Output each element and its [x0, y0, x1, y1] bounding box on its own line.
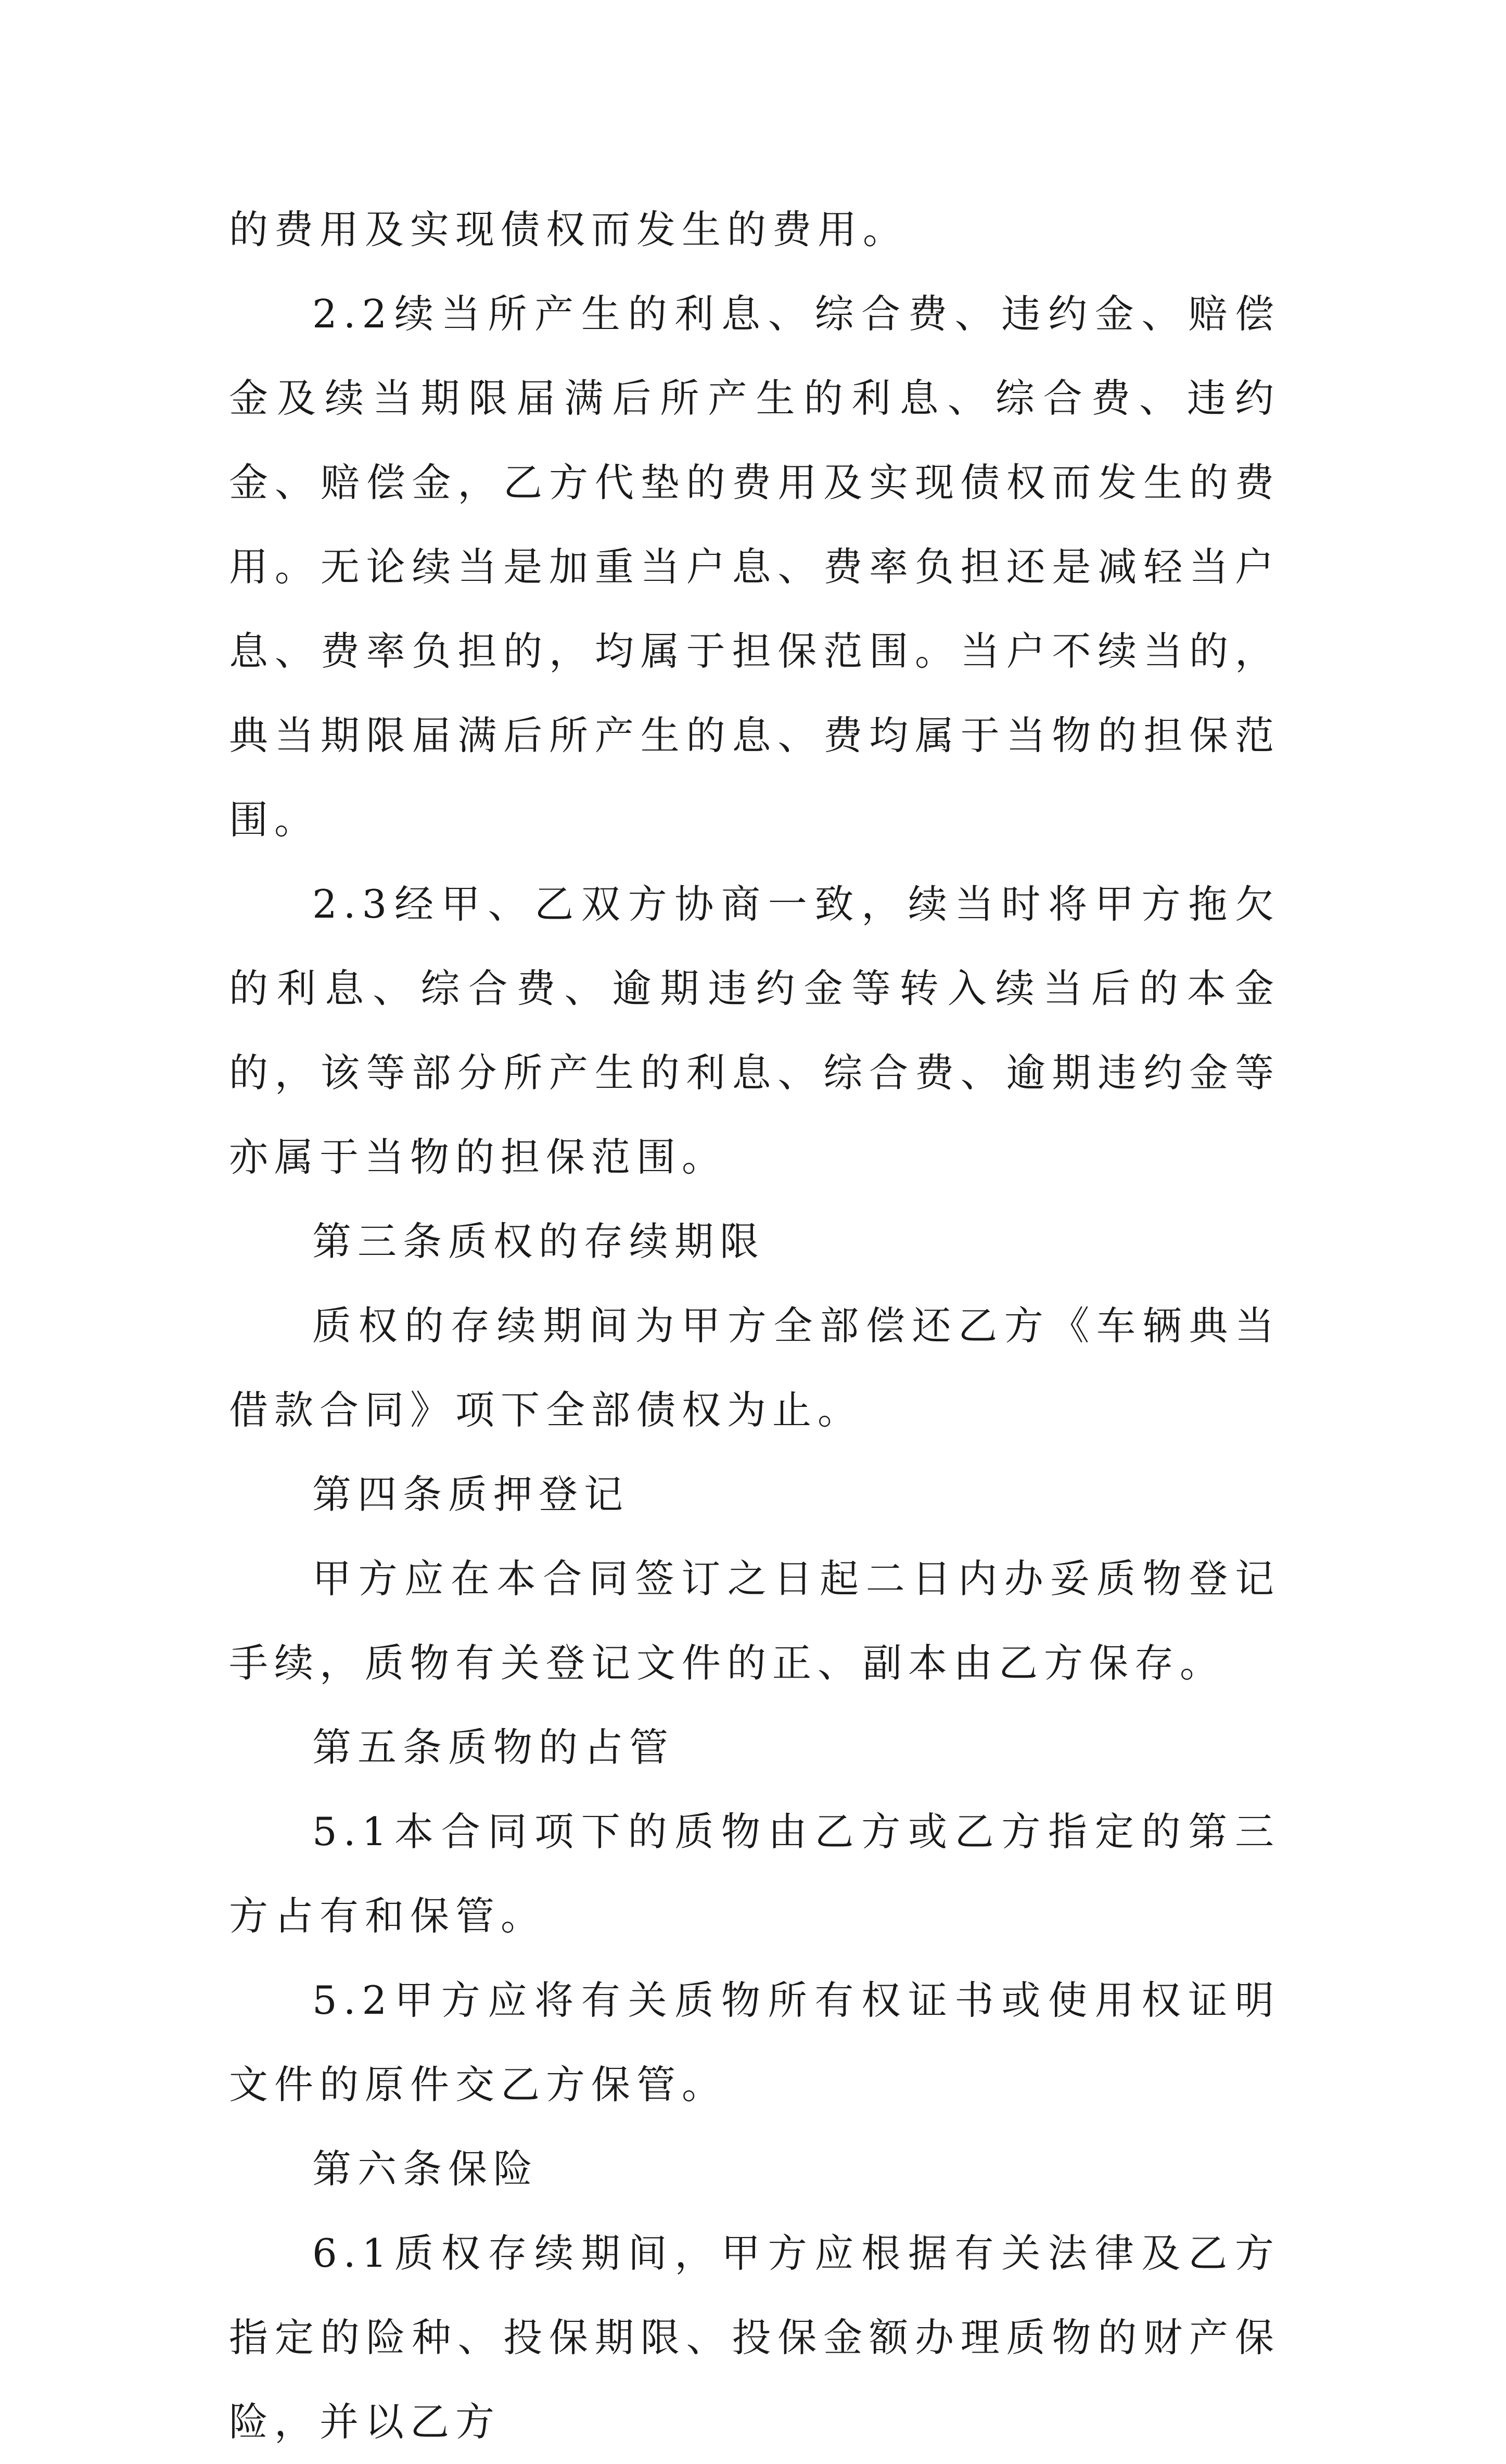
article-3-heading: 第三条质权的存续期限 [312, 1218, 765, 1264]
body-text [229, 187, 1280, 2464]
article-6-heading: 第六条保险 [312, 2146, 539, 2192]
paragraph-4: 质权的存续期间为甲方全部偿还乙方《车辆典当借款合同》项下全部债权为止。 [229, 1303, 1280, 1433]
paragraph-1: 的费用及实现债权而发生的费用。 [229, 207, 909, 252]
paragraph-3: 2.3经甲、乙双方协商一致，续当时将甲方拖欠的利息、综合费、逾期违约金等转入续当后的本金的，该等部分所产生的利息、综合费、逾期违约金等亦属于当物的担保范围。 [229, 881, 1280, 1180]
paragraph-2: 2.2续当所产生的利息、综合费、违约金、赔偿金及续当期限届满后所产生的利息、综合费、违约金、赔偿金，乙方代垫的费用及实现债权而发生的费用。无论续当是加重当户息、费率负担还是减轻当户息、费率负担的，均属于担保范围。当户不续当的，典当期限届满后所产生的息、费均属于当物的担保范围。 [229, 291, 1280, 843]
paragraph-8: 6.1质权存续期间，甲方应根据有关法律及乙方指定的险种、投保期限、投保金额办理质物的财产保险，并以乙方 [229, 2230, 1280, 2445]
paragraph-5: 甲方应在本合同签订之日起二日内办妥质物登记手续，质物有关登记文件的正、副本由乙方保存。 [229, 1556, 1280, 1686]
article-4-heading: 第四条质押登记 [312, 1471, 630, 1517]
paragraph-6: 5.1本合同项下的质物由乙方或乙方指定的第三方占有和保管。 [229, 1809, 1280, 1939]
article-5-heading: 第五条质物的占管 [312, 1724, 675, 1770]
paragraph-7: 5.2甲方应将有关质物所有权证书或使用权证明文件的原件交乙方保管。 [229, 1977, 1280, 2107]
